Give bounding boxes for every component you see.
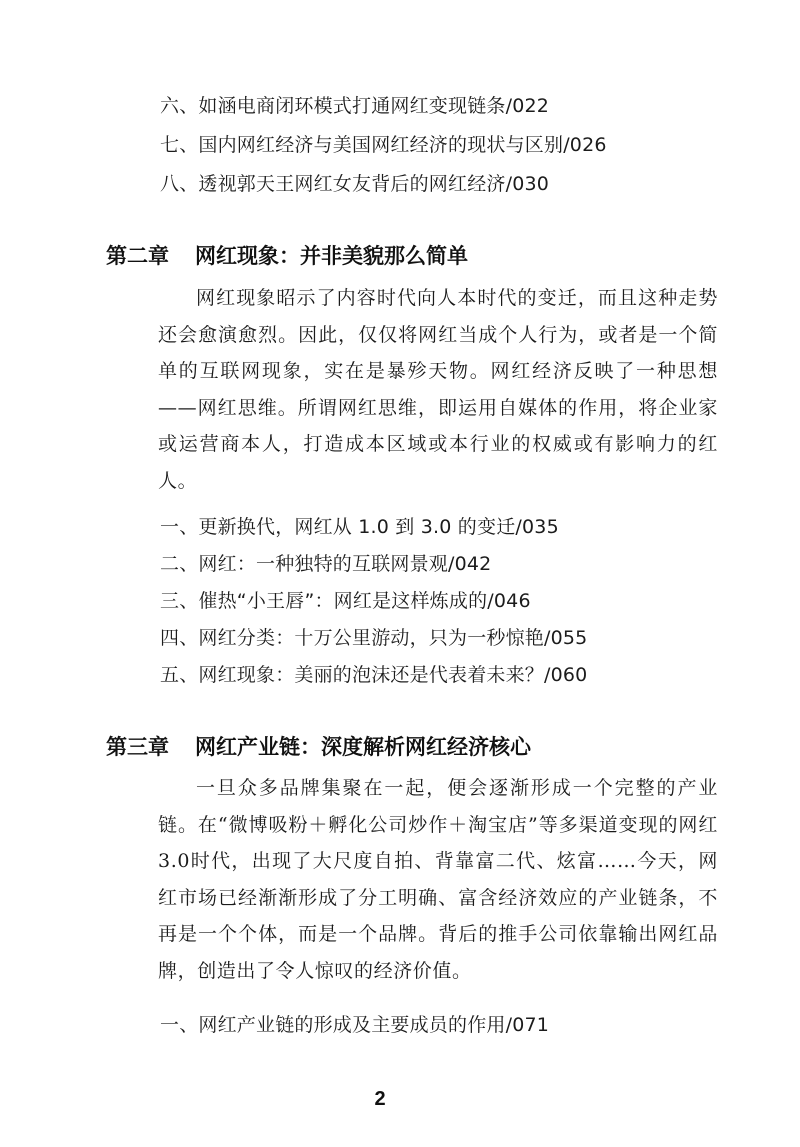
toc-item: 一、更新换代，网红从 1.0 到 3.0 的变迁/035	[160, 516, 559, 538]
toc-item: 一、网红产业链的形成及主要成员的作用/071	[160, 1014, 550, 1036]
chapter-2-intro: 网红现象昭示了内容时代向人本时代的变迁，而且这种走势还会愈演愈烈。因此，仅仅将网红当成个人行为，或者是一个简单的互联网现象，实在是暴殄天物。网红经济反映了一种思想——网红思维。所谓网红思维，即运用自媒体的作用，将企业家或运营商本人，打造成本区域或本行业的权威或有影响力的红人。	[158, 287, 718, 492]
toc-item: 五、网红现象：美丽的泡沫还是代表着未来？/060	[160, 664, 588, 686]
chapter-3-title	[106, 733, 531, 761]
chapter-3-label: 第三章	[106, 735, 169, 759]
chapter-3-intro: 一旦众多品牌集聚在一起，便会逐渐形成一个完整的产业链。在“微博吸粉＋孵化公司炒作＋淘宝店”等多渠道变现的网红3.0时代，出现了大尺度自拍、背靠富二代、炫富……今天，网红市场已经渐渐形成了分工明确、富含经济效应的产业链条，不再是一个个体，而是一个品牌。背后的推手公司依靠输出网红品牌，创造出了令人惊叹的经济价值。	[158, 777, 718, 982]
chapter-2-title	[106, 242, 468, 270]
toc-item: 八、透视郭天王网红女友背后的网红经济/030	[160, 173, 550, 195]
chapter-2-label: 第二章	[106, 244, 169, 268]
toc-item: 四、网红分类：十万公里游动，只为一秒惊艳/055	[160, 627, 588, 649]
chapter-2-heading: 网红现象：并非美貌那么简单	[195, 244, 468, 268]
toc-item: 六、如涵电商闭环模式打通网红变现链条/022	[160, 95, 550, 117]
chapter-3-heading: 网红产业链：深度解析网红经济核心	[195, 735, 531, 759]
toc-item: 三、催热“小王唇”：网红是这样炼成的/046	[160, 590, 531, 612]
toc-item: 二、网红：一种独特的互联网景观/042	[160, 553, 492, 575]
toc-item: 七、国内网红经济与美国网红经济的现状与区别/026	[160, 134, 607, 156]
page-number: 2	[374, 1088, 386, 1110]
